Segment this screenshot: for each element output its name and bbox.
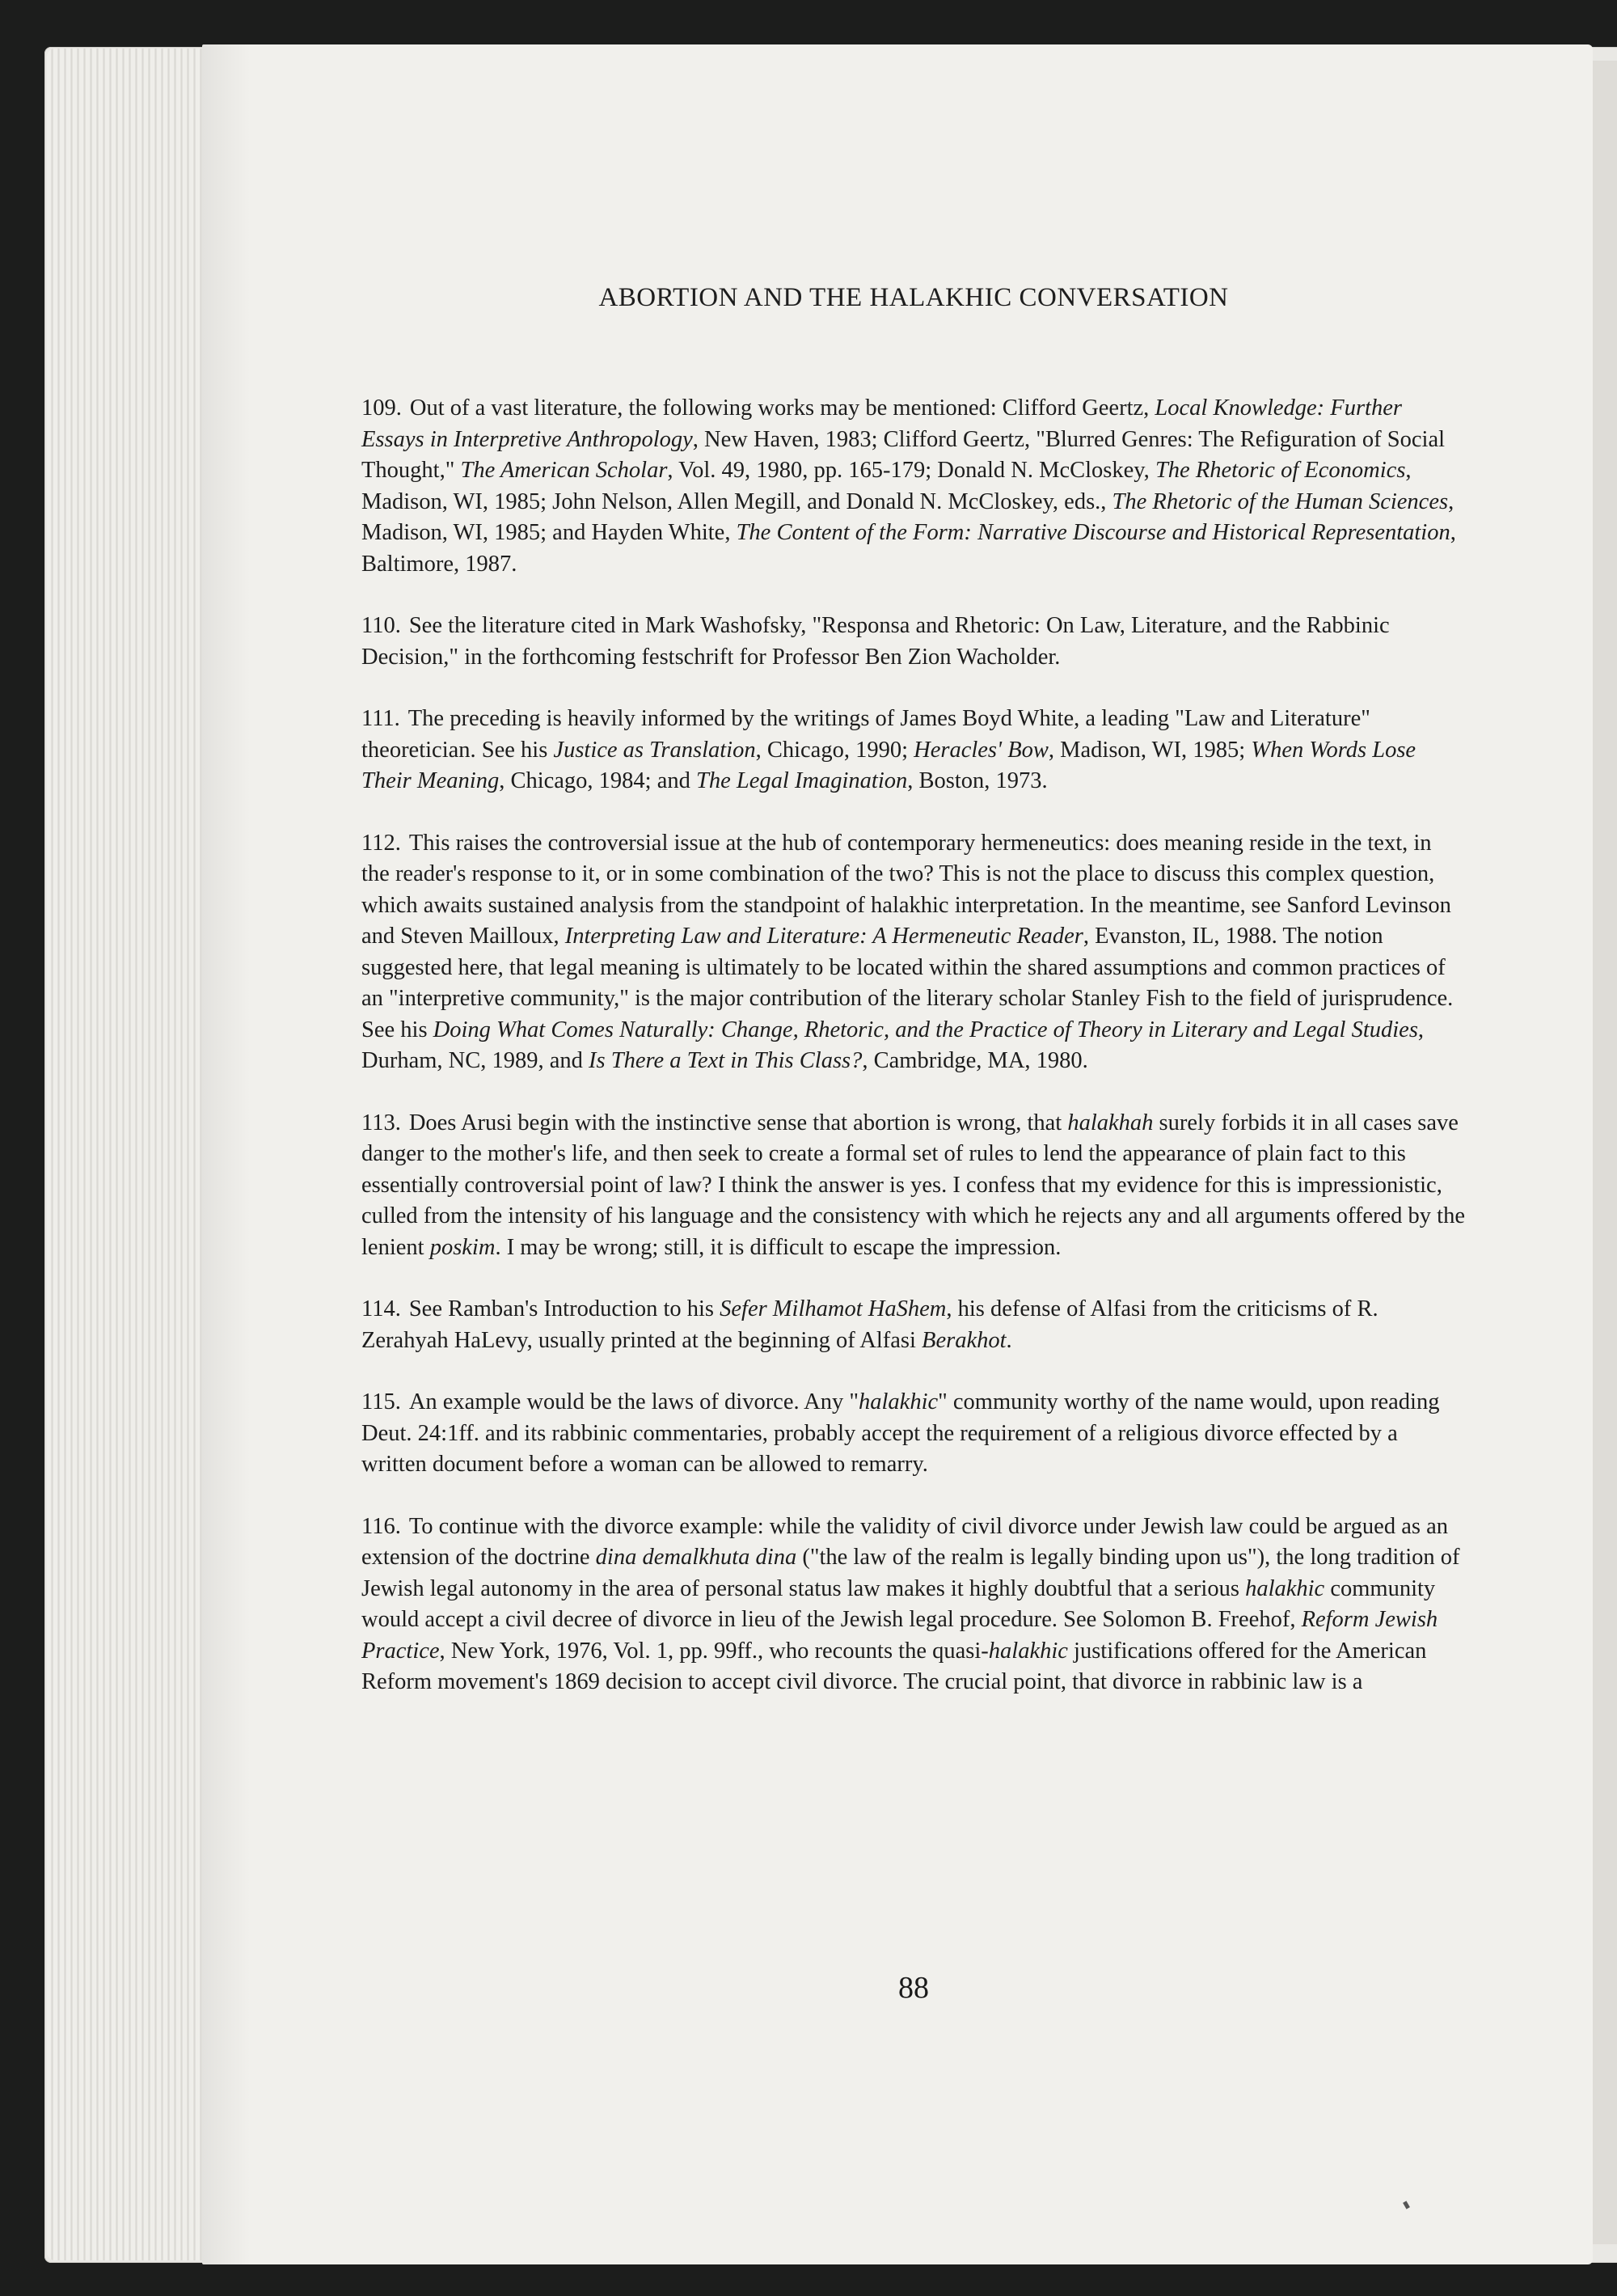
endnote	[361, 1108, 1465, 1264]
endnote	[361, 393, 1465, 580]
endnote-text: .	[1006, 1327, 1012, 1353]
endnote-text: See Ramban's Introduction to his	[408, 1296, 720, 1321]
endnote-italic-title: Doing What Comes Naturally: Change, Rhetoric, and the Practice of Theory in Literary and Legal Studies	[433, 1017, 1418, 1042]
endnote-text: surely forbids it in all cases save danger to the mother's life, and then seek to create a formal set of rules to lend the appearance of plain fact to this essentially controversial point of law? I think the answer is yes. I confess that my evidence for this is impressionistic, culled from the intensity of his language and the consistency with which he rejects any and all arguments offered by the lenient	[361, 1110, 1465, 1260]
endnote-text: , Baltimore, 1987.	[361, 520, 1456, 577]
endnote-italic-title: Sefer Milhamot HaShem	[720, 1296, 947, 1321]
endnote-text: , New Haven, 1983; Clifford Geertz, "Blurred Genres: The Refiguration of Social Thought,"	[361, 426, 1446, 483]
running-head: ABORTION AND THE HALAKHIC CONVERSATION	[598, 283, 1229, 312]
endnote-text: community would accept a civil decree of divorce in lieu of the Jewish legal procedure. See Solomon B. Freehof,	[361, 1575, 1436, 1632]
endnote-text: Out of a vast literature, the following works may be mentioned: Clifford Geertz,	[409, 395, 1155, 421]
endnote-text: , Madison, WI, 1985; and Hayden White,	[361, 488, 1454, 545]
endnote-text: justifications offered for the American Reform movement's 1869 decision to accept civil divorce. The crucial point, that divorce in rabbinic law is a	[361, 1638, 1427, 1694]
endnote	[361, 1294, 1465, 1356]
endnote-text: See the literature cited in Mark Washofsky, "Responsa and Rhetoric: On Law, Literature, and the Rabbinic Decision," in the forthcoming festschrift for Professor Ben Zion Wacholder.	[361, 613, 1390, 670]
endnote	[361, 828, 1465, 1077]
endnote-text: , Cambridge, MA, 1980.	[862, 1048, 1088, 1073]
endnote-italic-title: halakhic	[859, 1389, 939, 1414]
endnote-number: 113.	[361, 1110, 401, 1135]
endnote-number: 114.	[361, 1296, 401, 1321]
endnote-number: 110.	[361, 613, 401, 638]
endnote-text: " community worthy of the name would, upon reading Deut. 24:1ff. and its rabbinic commentaries, probably accept the requirement of a religious divorce effected by a written document before a woman can be allowed to remarry.	[361, 1389, 1440, 1477]
endnote-italic-title: Interpreting Law and Literature: A Hermeneutic Reader	[564, 924, 1083, 949]
endnote-text: . I may be wrong; still, it is difficult to escape the impression.	[495, 1234, 1062, 1260]
endnote-text: , Vol. 49, 1980, pp. 165-179; Donald N. McCloskey,	[667, 458, 1155, 483]
endnote-italic-title: Local Knowledge: Further Essays in Interpretive Anthropology	[361, 395, 1402, 452]
endnote-number: 116.	[361, 1513, 401, 1539]
endnote-number: 112.	[361, 830, 401, 856]
endnote-italic-title: The American Scholar	[460, 458, 668, 483]
endnote-italic-title: halakhah	[1067, 1110, 1154, 1135]
endnote	[361, 611, 1465, 673]
endnote-text: Does Arusi begin with the instinctive sense that abortion is wrong, that	[408, 1110, 1068, 1135]
facing-page-edge	[1589, 61, 1617, 2244]
endnote-number: 111.	[361, 706, 400, 731]
endnote-text: , Evanston, IL, 1988. The notion suggested here, that legal meaning is ultimately to be located within the shared assumptions and common practices of an "interpretive community," is the major contribution of the literary scholar Stanley Fish to the field of jurisprudence. See his	[361, 924, 1454, 1042]
endnote	[361, 1387, 1465, 1481]
endnote-text: The preceding is heavily informed by the writings of James Boyd White, a leading "Law and Literature" theoretician. See his	[361, 706, 1370, 763]
endnotes-list	[361, 393, 1465, 1729]
endnote-italic-title: poskim	[429, 1234, 496, 1260]
endnote-text: ("the law of the realm is legally binding upon us"), the long tradition of Jewish legal autonomy in the area of personal status law makes it highly doubtful that a serious	[361, 1545, 1460, 1601]
endnote-italic-title: halakhic	[988, 1638, 1068, 1664]
endnote-italic-title: Berakhot	[922, 1327, 1007, 1353]
endnote-italic-title: The Rhetoric of Economics	[1155, 458, 1406, 483]
endnote-italic-title: The Content of the Form: Narrative Discourse and Historical Representation	[736, 520, 1450, 545]
gutter-shadow	[202, 44, 251, 2264]
endnote-italic-title: Is There a Text in This Class?	[589, 1048, 863, 1073]
endnote-italic-title: halakhic	[1245, 1575, 1325, 1601]
endnote-number: 115.	[361, 1389, 401, 1414]
endnote-text: This raises the controversial issue at the hub of contemporary hermeneutics: does meaning reside in the text, in the reader's response to it, or in some combination of the two? This is not the place to discuss this complex question, which awaits sustained analysis from the standpoint of halakhic interpretation. In the meantime, see Sanford Levinson and Steven Mailloux,	[361, 830, 1451, 949]
endnote-text: , Chicago, 1990;	[755, 737, 914, 763]
endnote-text: , New York, 1976, Vol. 1, pp. 99ff., who recounts the quasi-	[439, 1638, 989, 1664]
endnote-text: An example would be the laws of divorce. Any "	[408, 1389, 859, 1414]
endnote-text: , Durham, NC, 1989, and	[361, 1017, 1425, 1073]
endnote-italic-title: Heracles' Bow	[914, 737, 1049, 763]
endnote-number: 109.	[361, 395, 402, 421]
endnote	[361, 704, 1465, 797]
endnote-italic-title: dina demalkhuta dina	[595, 1545, 797, 1570]
endnote-text: , Chicago, 1984; and	[499, 768, 696, 793]
endnote-text: , Madison, WI, 1985; John Nelson, Allen Megill, and Donald N. McCloskey, eds.,	[361, 458, 1412, 514]
endnote-text: , Madison, WI, 1985;	[1048, 737, 1252, 763]
endnote-text: , Boston, 1973.	[907, 768, 1048, 793]
endnote-italic-title: The Rhetoric of the Human Sciences	[1112, 488, 1449, 514]
page-number: 88	[898, 1971, 929, 2005]
endnote-text: To continue with the divorce example: while the validity of civil divorce under Jewish law could be argued as an extension of the doctrine	[361, 1513, 1448, 1570]
endnote-italic-title: Justice as Translation	[553, 737, 756, 763]
endnote-italic-title: The Legal Imagination	[696, 768, 908, 793]
endnote	[361, 1512, 1465, 1698]
endnote-text: , his defense of Alfasi from the criticisms of R. Zerahyah HaLevy, usually printed at the beginning of Alfasi	[361, 1296, 1378, 1353]
endnote-italic-title: When Words Lose Their Meaning	[361, 737, 1416, 793]
endnote-italic-title: Reform Jewish Practice	[361, 1607, 1438, 1664]
